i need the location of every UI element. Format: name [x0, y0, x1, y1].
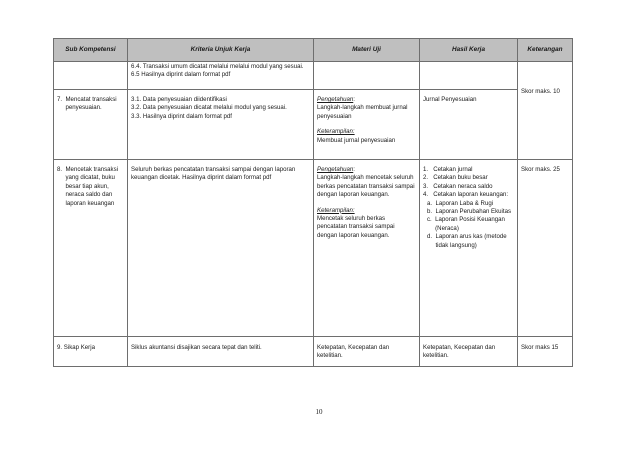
list-item: 3.1. Data penyesuaian diidentifikasi — [131, 96, 227, 103]
cell-materi: Pengetahuan: Langkah-langkah membuat jurnal penyesuaian Keterampilan: Membuat jurnal penyesuaian — [314, 90, 420, 160]
kriteria-text: Siklus akuntansi disajikan secara tepat dan teliti. — [131, 344, 262, 351]
list-item: c. Laporan Posisi Keuangan (Neraca) — [427, 216, 505, 232]
cell-sub: 8. Mencetak transaksi yang dicatat, buku besar tiap akun, neraca saldo dan laporan keuangan — [54, 160, 128, 337]
table-row — [54, 337, 573, 367]
cell-materi — [314, 62, 420, 90]
pengetahuan-text: Langkah-langkah membuat jurnal penyesuaian — [317, 104, 408, 120]
pengetahuan-text: Langkah-langkah mencetak seluruh berkas pencatatan transaksi sampai dengan laporan keuangan. — [317, 174, 415, 199]
cell-hasil — [420, 160, 518, 337]
keterampilan-label: Keterampilan: — [317, 206, 355, 214]
cell-sub — [54, 62, 128, 90]
competency-table — [53, 38, 573, 367]
cell-kriteria — [128, 160, 314, 337]
table-row — [54, 160, 573, 337]
list-item: 4. Cetakan laporan keuangan: — [423, 191, 509, 199]
list-item: 1. Cetakan jurnal — [423, 166, 473, 173]
hasil-text: Ketepatan, Kecepatan dan ketelitian. — [423, 344, 496, 360]
header-materi-uji: Materi Uji — [314, 39, 420, 62]
cell-hasil — [420, 337, 518, 367]
hasil-text: Jurnal Penyesuaian — [423, 96, 477, 103]
header-sub-kompetensi: Sub Kompetensi — [54, 39, 128, 62]
header-kriteria: Kriteria Unjuk Kerja — [128, 39, 314, 62]
keterangan-text: Skor maks. 10 — [521, 88, 560, 95]
cell-keterangan — [518, 337, 573, 367]
cell-kriteria — [128, 337, 314, 367]
list-item: 3. Cetakan neraca saldo — [423, 182, 493, 190]
cell-kriteria — [128, 62, 314, 90]
cell-materi — [314, 337, 420, 367]
keterampilan-text: Mencetak seluruh berkas pencatatan transaksi sampai dengan laporan keuangan. — [317, 215, 395, 239]
cell-sub: 9. Sikap Kerja — [54, 337, 128, 367]
list-item: a. Laporan Laba & Rugi — [427, 199, 494, 207]
cell-kriteria — [128, 90, 314, 160]
keterampilan-label: Keterampilan: — [317, 128, 355, 136]
header-hasil-kerja: Hasil Kerja — [420, 39, 518, 62]
cell-materi: Pengetahuan: Langkah-langkah mencetak seluruh berkas pencatatan transaksi sampai dengan laporan keuangan. Keterampilan: Mencetak seluruh berkas pencatatan transaksi sampai dengan laporan keuangan. — [314, 160, 420, 337]
pengetahuan-label: Pengetahuan — [317, 96, 354, 103]
page-number: 10 — [315, 408, 323, 416]
kriteria-text: Seluruh berkas pencatatan transaksi sampai dengan laporan keuangan dicetak. Hasilnya diprint dalam format pdf — [131, 166, 296, 182]
list-item: 6.5 Hasilnya diprint dalam format pdf — [131, 71, 231, 79]
header-keterangan: Keterangan — [518, 39, 573, 62]
table-header-row — [54, 39, 573, 62]
list-item: 3.2. Data penyesuaian dicatat melalui modul yang sesuai. — [131, 104, 287, 112]
keterangan-text: Skor maks. 25 — [521, 166, 560, 173]
cell-sub: 7. Mencatat transaksi penyesuaian. — [54, 90, 128, 160]
list-item: b. Laporan Perubahan Ekuitas — [427, 208, 512, 216]
cell-hasil — [420, 62, 518, 90]
list-item: 3.3. Hasilnya diprint dalam format pdf — [131, 112, 232, 120]
materi-text: Ketepatan, Kecepatan dan ketelitian. — [317, 344, 390, 360]
list-item: 6.4. Transaksi umum dicatat melalui melalui modul yang sesuai. — [131, 63, 304, 70]
table-row — [54, 90, 573, 160]
list-item: 2. Cetakan buku besar — [423, 174, 488, 182]
cell-keterangan — [518, 62, 573, 160]
pengetahuan-label: Pengetahuan — [317, 166, 354, 173]
cell-keterangan — [518, 160, 573, 337]
keterampilan-text: Membuat jurnal penyesuaian — [317, 136, 396, 144]
list-item: d. Laporan arus kas (metode tidak langsung) — [427, 233, 507, 249]
table-row — [54, 62, 573, 90]
keterangan-text: Skor maks 15 — [521, 344, 559, 351]
cell-hasil — [420, 90, 518, 160]
